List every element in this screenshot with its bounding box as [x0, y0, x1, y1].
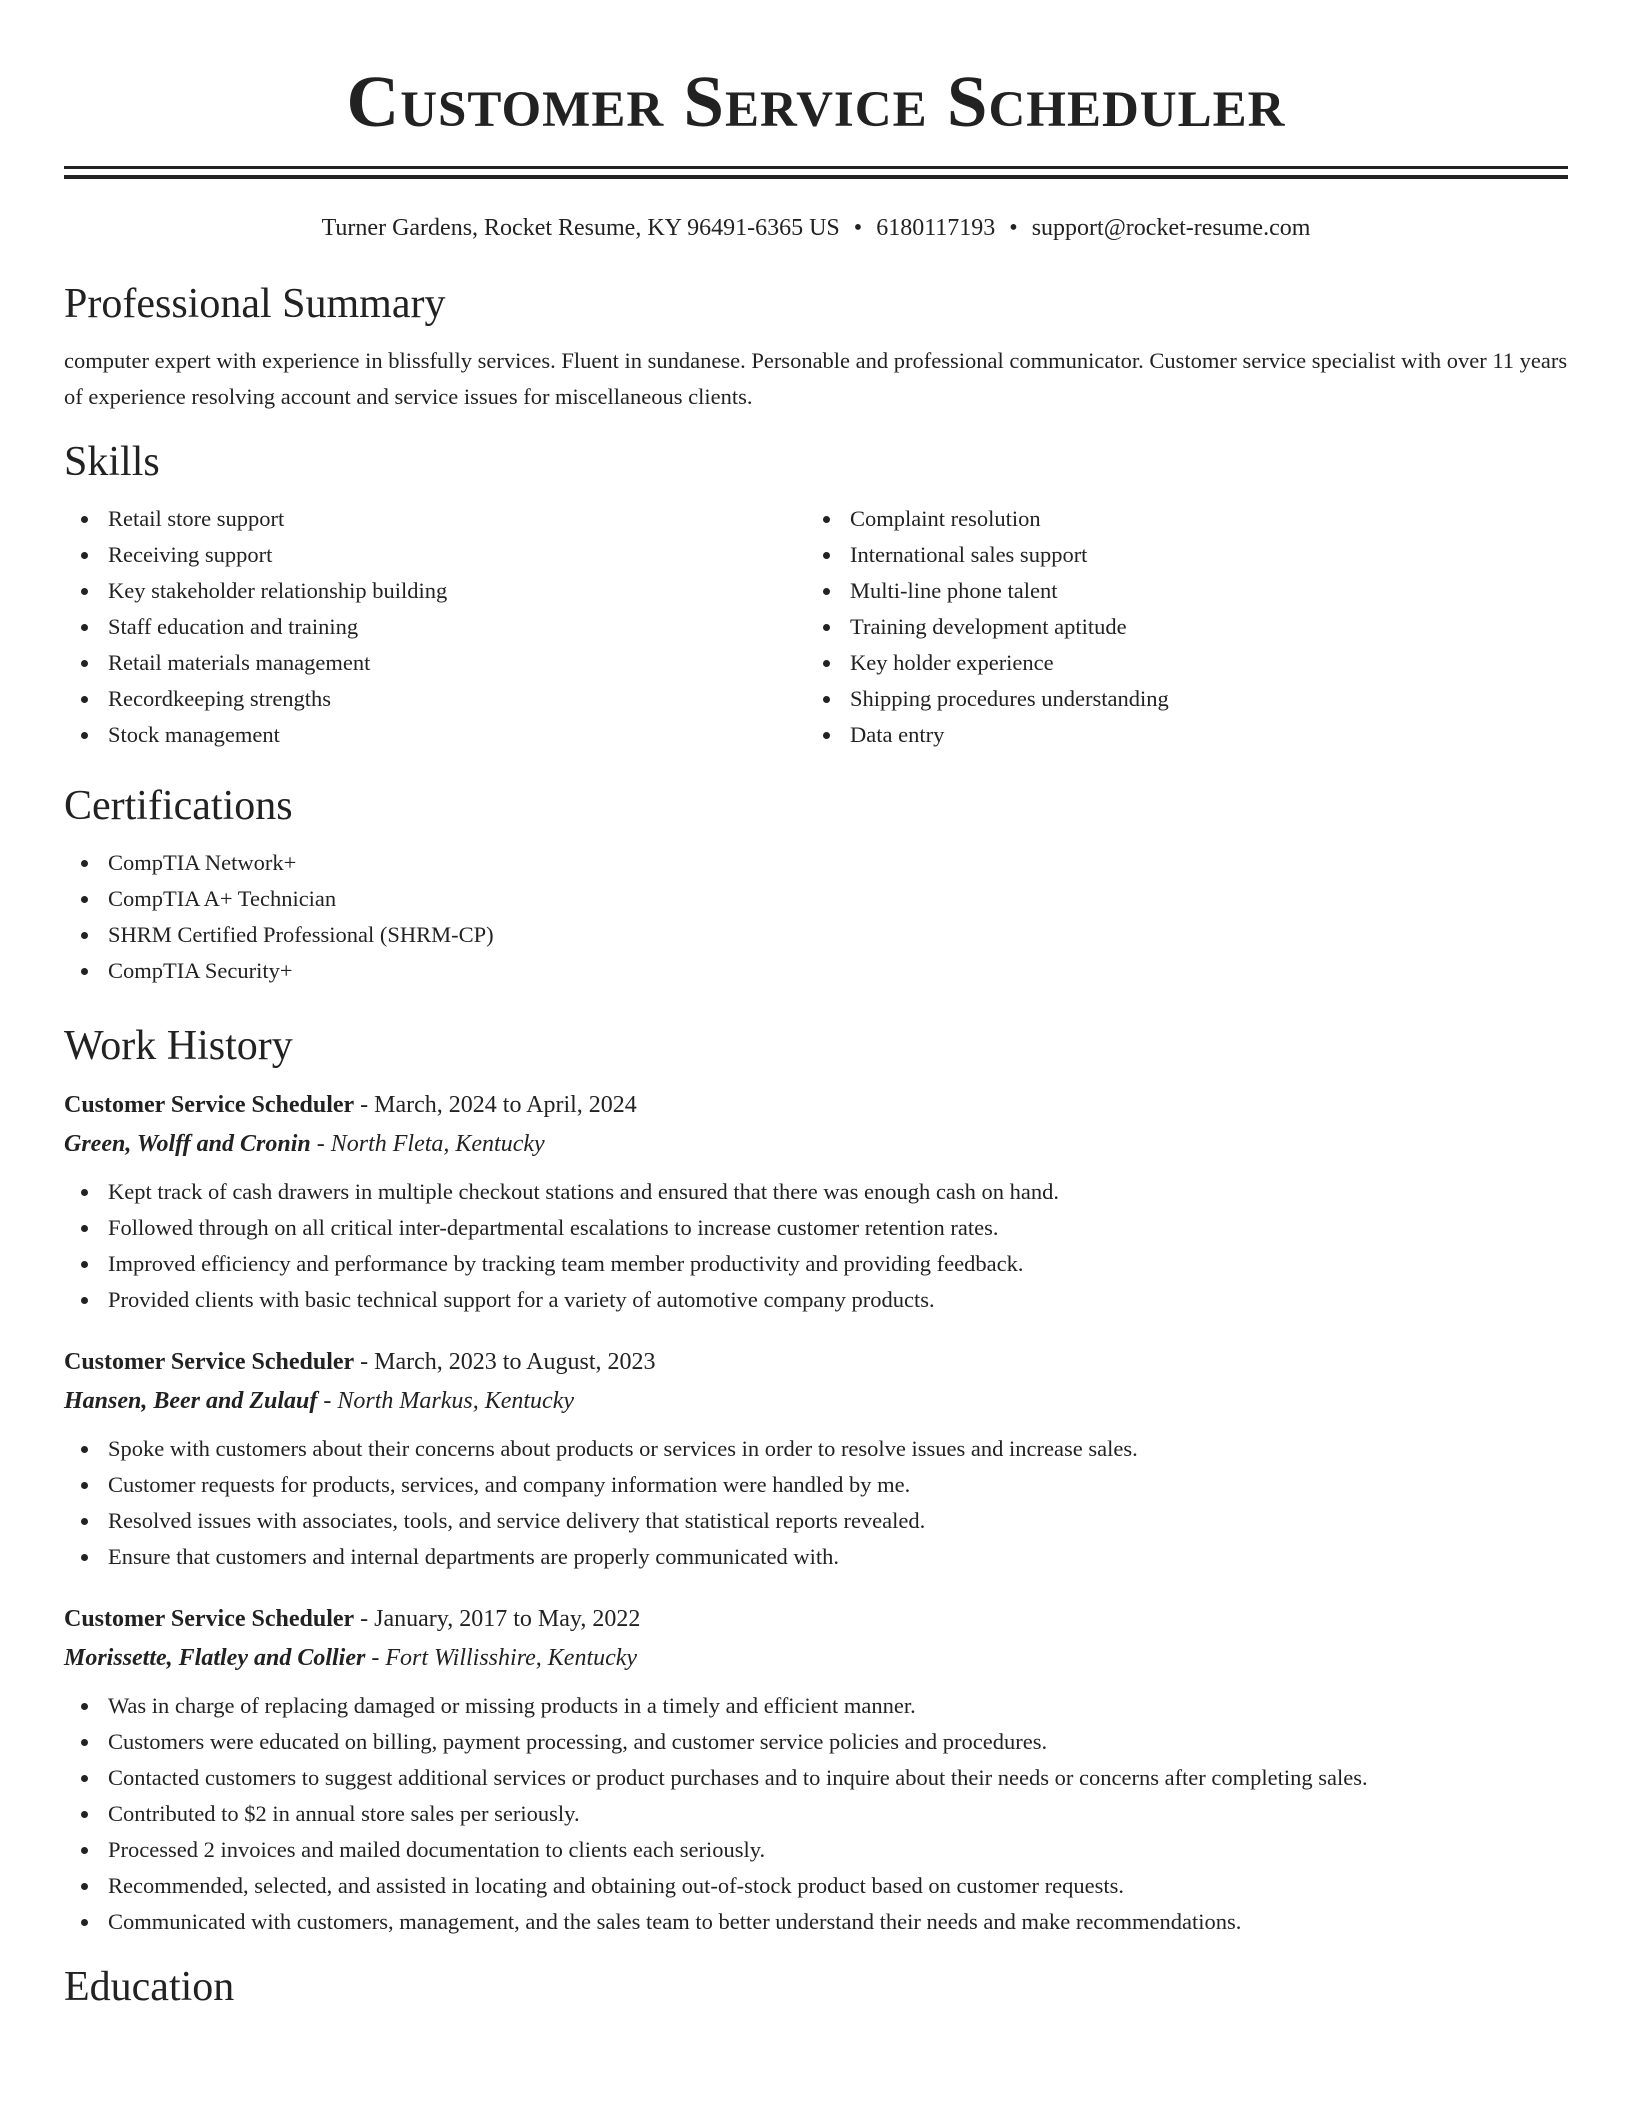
skill-item: International sales support [806, 537, 1548, 573]
skills-list-right [806, 501, 1548, 753]
certifications-heading: Certifications [64, 783, 293, 829]
certification-item: CompTIA A+ Technician [64, 881, 1568, 917]
certification-item: CompTIA Network+ [64, 845, 1568, 881]
summary-text: computer expert with experience in blissfully services. Fluent in sundanese. Personable and professional communicator. Customer service specialist with over 11 years of experience resolving account and service issues for miscellaneous clients. [64, 348, 1568, 409]
skill-item: Key stakeholder relationship building [64, 573, 806, 609]
work-history-heading: Work History [64, 1023, 293, 1069]
job-entry [64, 1344, 1568, 1575]
job-bullet: Processed 2 invoices and mailed documentation to clients each seriously. [64, 1832, 1568, 1868]
job-dates: - March, 2023 to August, 2023 [354, 1349, 656, 1375]
job-bullet: Followed through on all critical inter-departmental escalations to increase customer retention rates. [64, 1210, 1568, 1246]
skill-item: Data entry [806, 717, 1548, 753]
contact-phone[interactable]: 6180117193 [876, 215, 996, 241]
job-company-line [64, 1383, 1568, 1419]
contact-separator: • [853, 215, 863, 241]
job-bullet: Provided clients with basic technical support for a variety of automotive company products. [64, 1282, 1568, 1318]
skill-item: Staff education and training [64, 609, 806, 645]
skills-heading: Skills [64, 439, 160, 485]
job-dates: - January, 2017 to May, 2022 [354, 1606, 641, 1632]
job-bullet: Kept track of cash drawers in multiple checkout stations and ensured that there was enough cash on hand. [64, 1174, 1568, 1210]
skills-list-left [64, 501, 806, 753]
skill-item: Receiving support [64, 537, 806, 573]
job-bullet: Improved efficiency and performance by tracking team member productivity and providing feedback. [64, 1246, 1568, 1282]
job-entry [64, 1601, 1568, 1940]
job-company: Morissette, Flatley and Collier [64, 1645, 366, 1671]
job-bullet: Spoke with customers about their concerns about products or services in order to resolve issues and increase sales. [64, 1431, 1568, 1467]
contact-line [64, 211, 1568, 245]
certifications-list [64, 845, 1568, 989]
certification-item: CompTIA Security+ [64, 953, 1568, 989]
title-divider [64, 166, 1568, 179]
job-title-line [64, 1344, 1568, 1380]
divider-line-bottom [64, 175, 1568, 179]
skill-item: Training development aptitude [806, 609, 1548, 645]
job-bullet: Customers were educated on billing, payment processing, and customer service policies and procedures. [64, 1724, 1568, 1760]
skill-item: Complaint resolution [806, 501, 1548, 537]
job-bullet: Resolved issues with associates, tools, and service delivery that statistical reports revealed. [64, 1503, 1568, 1539]
summary-heading: Professional Summary [64, 281, 446, 327]
contact-address: Turner Gardens, Rocket Resume, KY 96491-6365 US [321, 215, 840, 241]
job-bullet: Ensure that customers and internal departments are properly communicated with. [64, 1539, 1568, 1575]
job-location: - Fort Willisshire, Kentucky [365, 1645, 638, 1671]
skills-columns [64, 501, 1568, 753]
job-entry [64, 1087, 1568, 1318]
job-company-line [64, 1126, 1568, 1162]
skill-item: Key holder experience [806, 645, 1548, 681]
job-location: - North Fleta, Kentucky [310, 1131, 545, 1157]
skill-item: Stock management [64, 717, 806, 753]
job-dates: - March, 2024 to April, 2024 [354, 1092, 637, 1118]
certification-item: SHRM Certified Professional (SHRM-CP) [64, 917, 1568, 953]
skill-item: Multi-line phone talent [806, 573, 1548, 609]
job-title: Customer Service Scheduler [64, 1606, 355, 1632]
job-bullet: Recommended, selected, and assisted in locating and obtaining out-of-stock product based on customer requests. [64, 1868, 1568, 1904]
job-bullet: Customer requests for products, services, and company information were handled by me. [64, 1467, 1568, 1503]
job-bullets [64, 1431, 1568, 1575]
skill-item: Retail materials management [64, 645, 806, 681]
job-bullet: Communicated with customers, management, and the sales team to better understand their needs and make recommendations. [64, 1904, 1568, 1940]
contact-email[interactable]: support@rocket-resume.com [1031, 215, 1311, 241]
job-bullets [64, 1174, 1568, 1318]
job-title: Customer Service Scheduler [64, 1349, 355, 1375]
skill-item: Recordkeeping strengths [64, 681, 806, 717]
contact-separator: • [1009, 215, 1018, 241]
job-title-line [64, 1087, 1568, 1123]
job-title-line [64, 1601, 1568, 1637]
job-location: - North Markus, Kentucky [317, 1388, 574, 1414]
job-bullet: Contacted customers to suggest additional services or product purchases and to inquire about their needs or concerns after completing sales. [64, 1760, 1568, 1796]
job-bullet: Contributed to $2 in annual store sales per seriously. [64, 1796, 1568, 1832]
job-company: Hansen, Beer and Zulauf [64, 1388, 318, 1414]
job-title: Customer Service Scheduler [64, 1092, 355, 1118]
skill-item: Shipping procedures understanding [806, 681, 1548, 717]
divider-line-top [64, 166, 1568, 169]
skill-item: Retail store support [64, 501, 806, 537]
job-bullet: Was in charge of replacing damaged or missing products in a timely and efficient manner. [64, 1688, 1568, 1724]
resume-title: Customer Service Scheduler [346, 61, 1286, 142]
job-company-line [64, 1640, 1568, 1676]
job-bullets [64, 1688, 1568, 1940]
education-heading: Education [64, 1964, 235, 2010]
job-company: Green, Wolff and Cronin [64, 1131, 311, 1157]
